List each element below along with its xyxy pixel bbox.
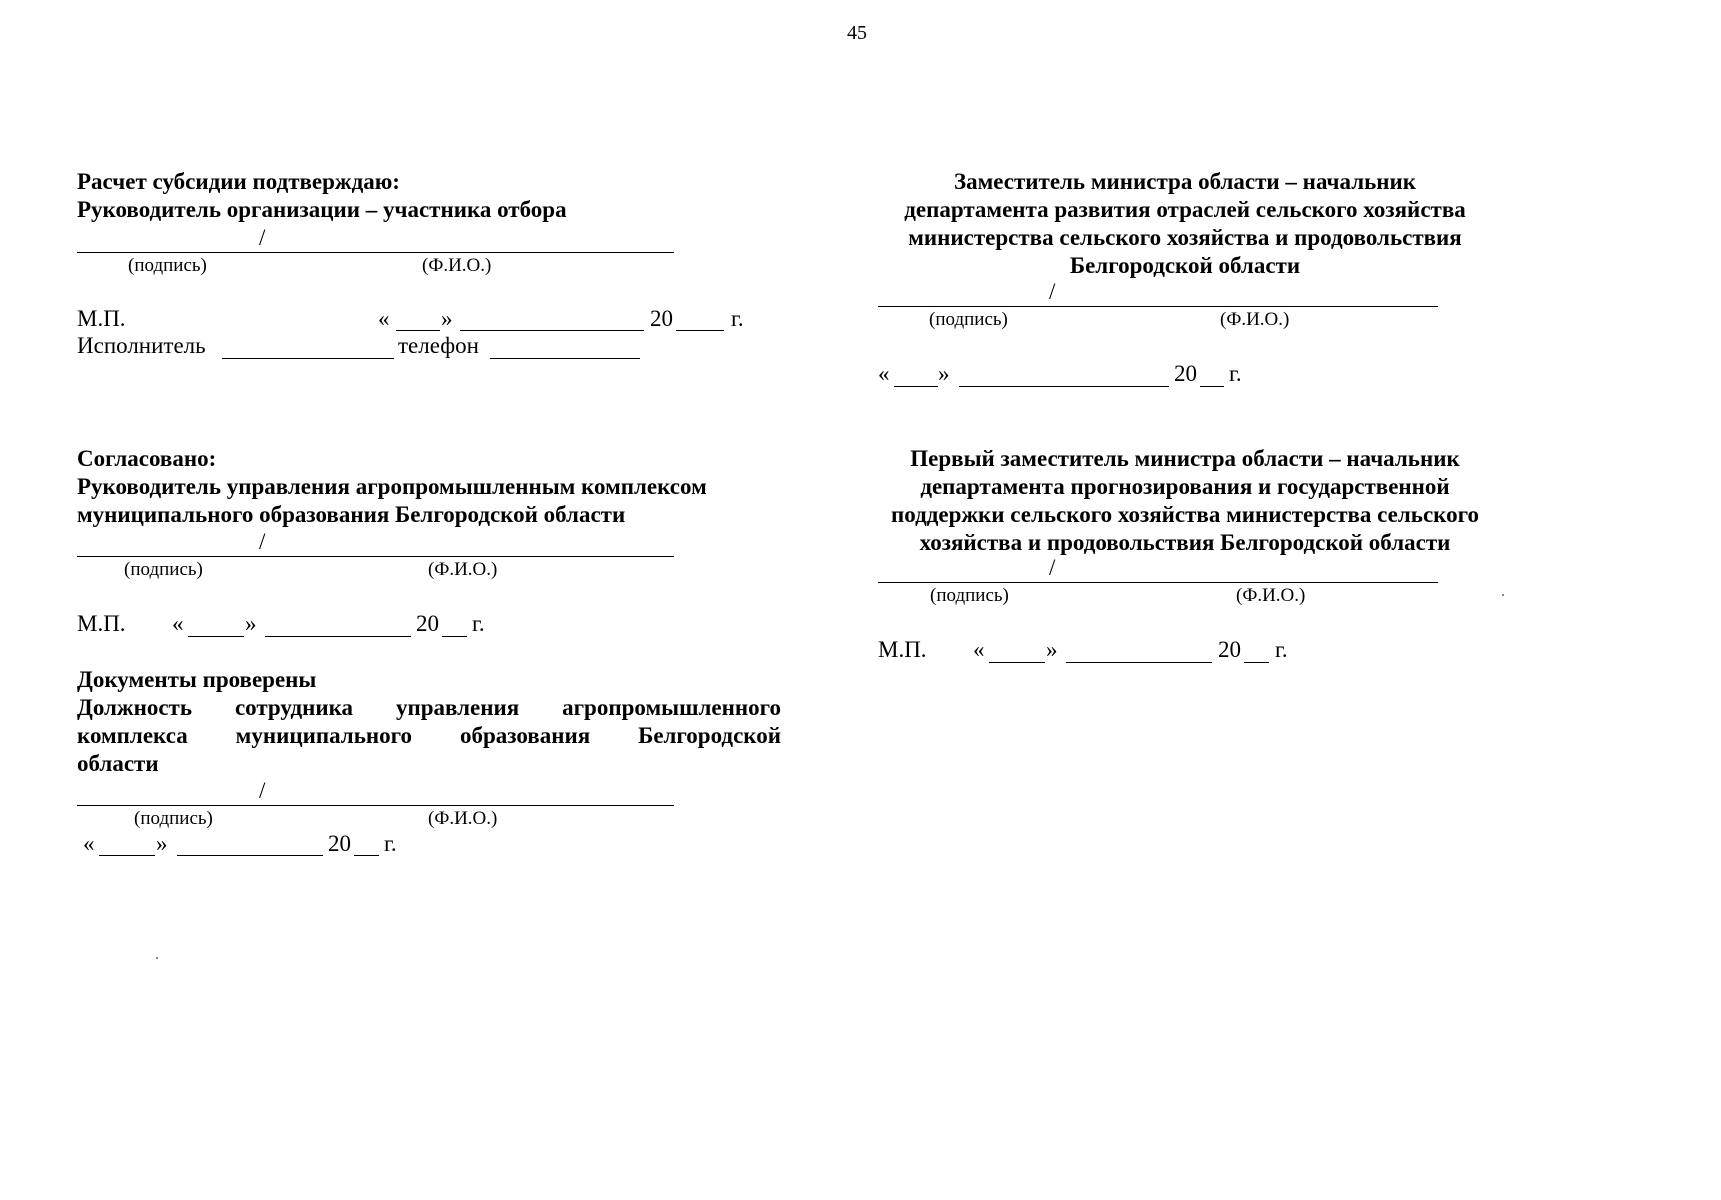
block2-subheading-1: Руководитель управления агропромышленным комплексом	[77, 474, 707, 499]
block3-position-line-3: области	[77, 751, 159, 776]
block5-month-field[interactable]	[1066, 662, 1212, 663]
phone-field[interactable]	[490, 358, 640, 359]
block5-day-field[interactable]	[989, 662, 1045, 663]
block4-heading-1: Заместитель министра области – начальник	[953, 169, 1417, 194]
block2-fio-caption: (Ф.И.О.)	[428, 559, 498, 580]
block3-day-field[interactable]	[99, 855, 155, 856]
block5-heading-3: поддержки сельского хозяйства министерства сельского	[891, 502, 1479, 527]
block2-subheading-2: муниципального образования Белгородской области	[77, 502, 626, 527]
phone-label: телефон	[398, 333, 479, 358]
block5-quote-close: »	[1046, 637, 1058, 662]
block4-heading-2: департамента развития отраслей сельского хозяйства	[904, 197, 1466, 222]
block5-year-prefix: 20	[1218, 637, 1241, 662]
block5-signature-line[interactable]	[878, 582, 1438, 583]
block2-year-field[interactable]	[442, 636, 467, 637]
block1-slash: /	[259, 225, 266, 250]
block4-year-prefix: 20	[1174, 361, 1197, 386]
block3-word: Белгородской	[638, 723, 781, 748]
block5-year-field[interactable]	[1244, 662, 1269, 663]
scan-speck	[156, 957, 158, 959]
block3-fio-caption: (Ф.И.О.)	[428, 808, 498, 829]
block3-word: управления	[395, 695, 520, 720]
block2-year-suffix: г.	[472, 611, 485, 636]
block1-year-prefix: 20	[650, 306, 673, 331]
block4-fio-caption: (Ф.И.О.)	[1220, 309, 1290, 330]
block4-heading-3: министерства сельского хозяйства и продовольствия	[908, 225, 1462, 250]
block1-signature-caption: (подпись)	[128, 255, 207, 276]
block1-day-field[interactable]	[396, 330, 440, 331]
block1-year-suffix: г.	[731, 306, 744, 331]
block1-quote-close: »	[441, 306, 453, 331]
executor-field[interactable]	[222, 358, 394, 359]
block3-word: Должность	[77, 695, 193, 720]
block5-quote-open: «	[973, 637, 985, 662]
block1-month-field[interactable]	[460, 330, 644, 331]
block2-quote-close: »	[245, 611, 257, 636]
block4-year-field[interactable]	[1200, 386, 1224, 387]
block3-word: образования	[459, 723, 591, 748]
block2-heading: Согласовано:	[77, 446, 217, 471]
block4-quote-close: »	[938, 361, 950, 386]
block1-subheading: Руководитель организации – участника отбора	[77, 197, 567, 222]
block3-slash: /	[259, 778, 266, 803]
block3-word: сотрудника	[234, 695, 354, 720]
block2-signature-caption: (подпись)	[124, 559, 203, 580]
block1-heading: Расчет субсидии подтверждаю:	[77, 169, 400, 194]
block2-quote-open: «	[172, 611, 184, 636]
block4-month-field[interactable]	[959, 386, 1169, 387]
block4-signature-line[interactable]	[878, 306, 1438, 307]
block5-stamp-label: М.П.	[878, 637, 927, 662]
block2-year-prefix: 20	[416, 611, 439, 636]
block1-year-field[interactable]	[676, 330, 724, 331]
block5-year-suffix: г.	[1275, 637, 1288, 662]
block3-signature-caption: (подпись)	[134, 808, 213, 829]
block5-heading-4: хозяйства и продовольствия Белгородской области	[919, 530, 1451, 555]
block2-slash: /	[259, 529, 266, 554]
block2-stamp-label: М.П.	[77, 611, 126, 636]
block3-position-line-2	[77, 723, 781, 749]
block4-day-field[interactable]	[894, 386, 938, 387]
scan-speck	[1502, 594, 1504, 596]
block1-signature-line[interactable]	[77, 252, 674, 253]
block4-signature-caption: (подпись)	[929, 309, 1008, 330]
block3-word: комплекса	[77, 723, 188, 748]
block5-slash: /	[1049, 555, 1056, 580]
block3-signature-line[interactable]	[77, 805, 674, 806]
block1-stamp-label: М.П.	[77, 306, 126, 331]
block1-quote-open: «	[378, 306, 390, 331]
block3-word: муниципального	[235, 723, 412, 748]
block1-fio-caption: (Ф.И.О.)	[422, 255, 492, 276]
block2-signature-line[interactable]	[77, 556, 674, 557]
block3-word: агропромышленного	[562, 695, 781, 720]
block3-year-suffix: г.	[384, 831, 397, 856]
block3-position-line-1	[77, 695, 781, 721]
block5-heading-1: Первый заместитель министра области – начальник	[910, 446, 1460, 471]
block4-year-suffix: г.	[1229, 361, 1242, 386]
block4-heading-4: Белгородской области	[1069, 253, 1301, 278]
block3-quote-open: «	[83, 831, 95, 856]
block5-signature-caption: (подпись)	[930, 585, 1009, 606]
block3-heading: Документы проверены	[77, 667, 317, 692]
block4-quote-open: «	[878, 361, 890, 386]
block5-heading-2: департамента прогнозирования и государственной	[920, 474, 1450, 499]
block2-day-field[interactable]	[188, 636, 244, 637]
block3-month-field[interactable]	[177, 855, 323, 856]
executor-label: Исполнитель	[77, 333, 206, 358]
block3-year-prefix: 20	[328, 831, 351, 856]
block3-quote-close: »	[156, 831, 168, 856]
block5-fio-caption: (Ф.И.О.)	[1236, 585, 1306, 606]
block3-year-field[interactable]	[354, 855, 379, 856]
block4-slash: /	[1049, 279, 1056, 304]
block2-month-field[interactable]	[265, 636, 411, 637]
page-number: 45	[847, 22, 867, 44]
